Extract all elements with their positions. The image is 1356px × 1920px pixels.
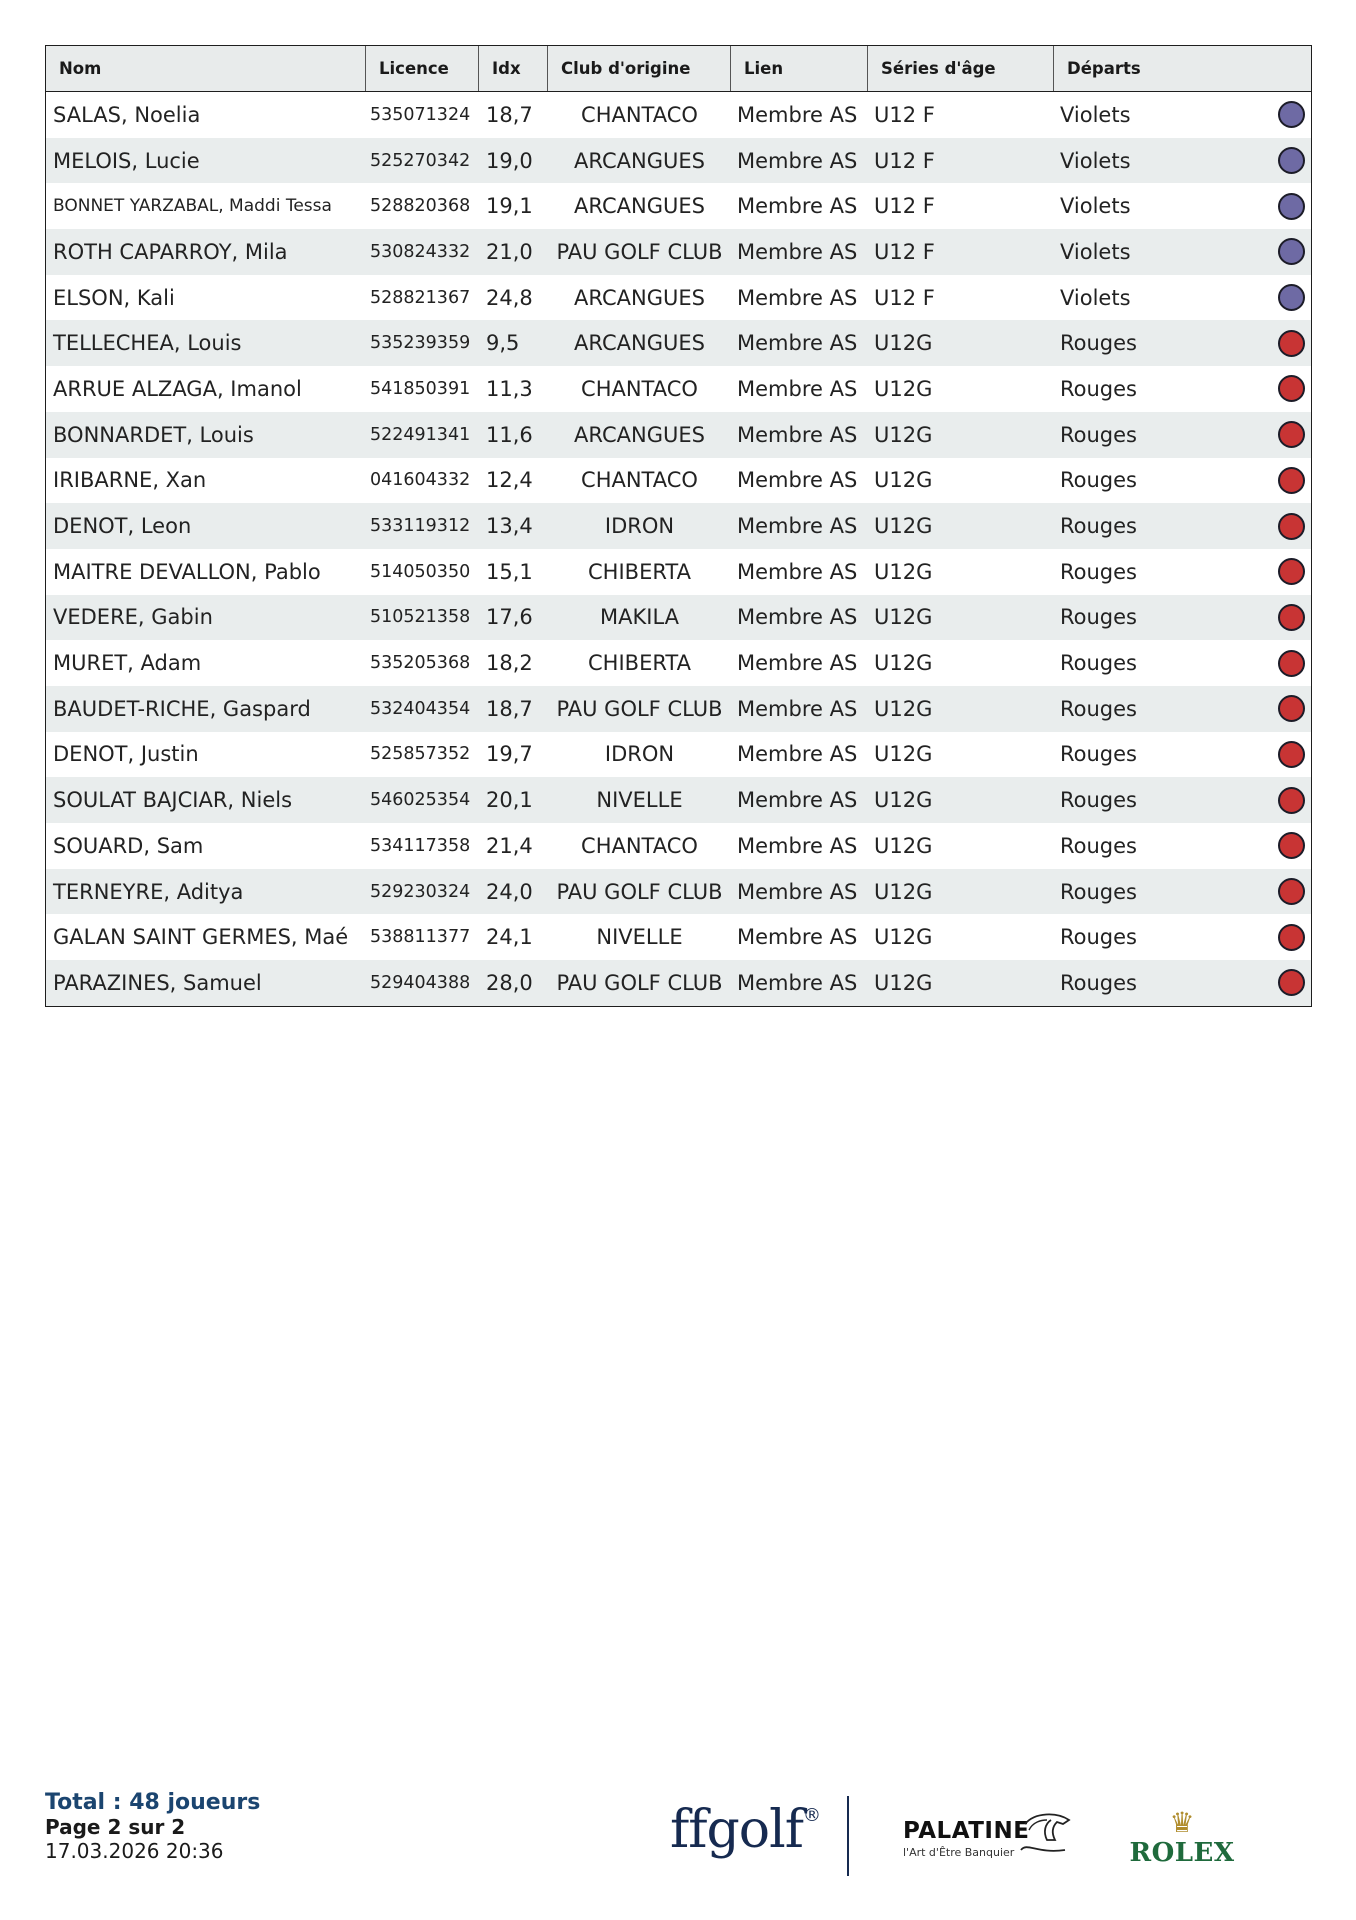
cell-club: CHANTACO [581, 102, 698, 127]
cell-club: MAKILA [600, 605, 679, 630]
cell-departs [1054, 960, 1311, 1006]
table-row [46, 458, 1311, 504]
cell-licence: 525270342 [370, 150, 471, 171]
cell-serie: U12G [874, 514, 933, 539]
timestamp: 17.03.2026 20:36 [45, 1839, 224, 1863]
departs-label: Violets [1060, 148, 1131, 173]
cell-lien: Membre AS [737, 239, 858, 264]
cell-lien: Membre AS [737, 102, 858, 127]
cell-departs [1054, 869, 1311, 915]
table-row [46, 640, 1311, 686]
cell-departs [1054, 412, 1311, 458]
cell-club: PAU GOLF CLUB [556, 696, 723, 721]
tee-color-dot-icon [1278, 558, 1305, 585]
cell-licence: 546025354 [370, 790, 471, 811]
cell-nom: DENOT, Justin [53, 742, 199, 767]
cell-licence: 528820368 [370, 196, 471, 217]
table-row [46, 320, 1311, 366]
cell-lien: Membre AS [737, 376, 858, 401]
cell-licence: 522491341 [370, 424, 471, 445]
cell-nom: ROTH CAPARROY, Mila [53, 239, 288, 264]
cell-lien: Membre AS [737, 879, 858, 904]
cell-licence: 529404388 [370, 972, 471, 993]
cell-serie: U12G [874, 970, 933, 995]
tee-color-dot-icon [1278, 924, 1305, 951]
logo-divider [847, 1796, 849, 1876]
cell-licence: 538811377 [370, 927, 471, 948]
cell-licence: 041604332 [370, 470, 471, 491]
tee-color-dot-icon [1278, 238, 1305, 265]
cell-licence: 529230324 [370, 881, 471, 902]
cell-club: PAU GOLF CLUB [556, 239, 723, 264]
header-idx: Idx [479, 46, 548, 91]
cell-club: ARCANGUES [574, 285, 705, 310]
table-row [46, 595, 1311, 641]
cell-nom: SALAS, Noelia [53, 102, 201, 127]
departs-label: Rouges [1060, 331, 1137, 356]
cell-licence: 510521358 [370, 607, 471, 628]
cell-idx: 18,7 [486, 696, 533, 721]
cell-departs [1054, 320, 1311, 366]
cell-club: ARCANGUES [574, 331, 705, 356]
departs-label: Rouges [1060, 879, 1137, 904]
ffgolf-wordmark: ffgolf [670, 1800, 803, 1860]
tee-color-dot-icon [1278, 101, 1305, 128]
table-row [46, 686, 1311, 732]
total-count: Total : 48 joueurs [45, 1790, 261, 1815]
departs-label: Violets [1060, 239, 1131, 264]
cell-departs [1054, 275, 1311, 321]
footer-info [45, 1790, 260, 1863]
cell-serie: U12 F [874, 285, 935, 310]
cell-club: NIVELLE [596, 925, 683, 950]
tee-color-dot-icon [1278, 741, 1305, 768]
departs-label: Rouges [1060, 605, 1137, 630]
cell-lien: Membre AS [737, 148, 858, 173]
palatine-logo [903, 1818, 1029, 1859]
cell-lien: Membre AS [737, 788, 858, 813]
cell-serie: U12 F [874, 194, 935, 219]
tee-color-dot-icon [1278, 695, 1305, 722]
cell-nom: GALAN SAINT GERMES, Maé [53, 925, 349, 950]
cell-nom: BONNET YARZABAL, Maddi Tessa [53, 196, 332, 217]
cell-licence: 528821367 [370, 287, 471, 308]
table-row [46, 960, 1311, 1006]
cell-departs [1054, 686, 1311, 732]
table-row [46, 92, 1311, 138]
departs-label: Rouges [1060, 422, 1137, 447]
cell-lien: Membre AS [737, 605, 858, 630]
cell-idx: 11,6 [486, 422, 533, 447]
cell-departs [1054, 229, 1311, 275]
cell-idx: 15,1 [486, 559, 533, 584]
cell-licence: 514050350 [370, 561, 471, 582]
cell-idx: 17,6 [486, 605, 533, 630]
departs-label: Rouges [1060, 970, 1137, 995]
cell-idx: 11,3 [486, 376, 533, 401]
cell-serie: U12G [874, 651, 933, 676]
cell-lien: Membre AS [737, 331, 858, 356]
cell-idx: 24,8 [486, 285, 533, 310]
tee-color-dot-icon [1278, 193, 1305, 220]
cell-nom: MURET, Adam [53, 651, 202, 676]
cell-club: ARCANGUES [574, 422, 705, 447]
cell-idx: 19,7 [486, 742, 533, 767]
cell-club: IDRON [604, 514, 675, 539]
cell-nom: ELSON, Kali [53, 285, 175, 310]
cell-departs [1054, 366, 1311, 412]
cell-lien: Membre AS [737, 925, 858, 950]
cell-nom: TERNEYRE, Aditya [53, 879, 244, 904]
cell-lien: Membre AS [737, 468, 858, 493]
cell-licence: 535239359 [370, 333, 471, 354]
table-row [46, 503, 1311, 549]
cell-licence: 535205368 [370, 653, 471, 674]
cell-serie: U12G [874, 833, 933, 858]
tee-color-dot-icon [1278, 421, 1305, 448]
cell-serie: U12G [874, 422, 933, 447]
cell-club: CHIBERTA [588, 651, 691, 676]
rooster-mark-icon: ® [802, 1804, 820, 1826]
cell-nom: MELOIS, Lucie [53, 148, 200, 173]
cell-departs [1054, 138, 1311, 184]
cell-licence: 533119312 [370, 516, 471, 537]
cell-club: IDRON [604, 742, 675, 767]
cell-idx: 24,0 [486, 879, 533, 904]
cell-idx: 9,5 [486, 331, 520, 356]
tee-color-dot-icon [1278, 604, 1305, 631]
header-lien: Lien [731, 46, 868, 91]
departs-label: Rouges [1060, 376, 1137, 401]
cell-nom: SOUARD, Sam [53, 833, 204, 858]
cell-serie: U12G [874, 742, 933, 767]
cell-serie: U12G [874, 788, 933, 813]
cell-lien: Membre AS [737, 514, 858, 539]
cell-idx: 18,2 [486, 651, 533, 676]
departs-label: Rouges [1060, 514, 1137, 539]
cell-serie: U12 F [874, 102, 935, 127]
cell-lien: Membre AS [737, 559, 858, 584]
tee-color-dot-icon [1278, 513, 1305, 540]
cell-serie: U12G [874, 376, 933, 401]
cell-nom: MAITRE DEVALLON, Pablo [53, 559, 321, 584]
tee-color-dot-icon [1278, 969, 1305, 996]
table-row [46, 777, 1311, 823]
cell-idx: 19,1 [486, 194, 533, 219]
cell-serie: U12 F [874, 148, 935, 173]
departs-label: Rouges [1060, 651, 1137, 676]
cell-idx: 19,0 [486, 148, 533, 173]
cell-departs [1054, 503, 1311, 549]
cell-nom: BONNARDET, Louis [53, 422, 254, 447]
cell-departs [1054, 823, 1311, 869]
tee-color-dot-icon [1278, 878, 1305, 905]
cell-serie: U12G [874, 879, 933, 904]
cell-serie: U12G [874, 468, 933, 493]
tee-color-dot-icon [1278, 650, 1305, 677]
cell-licence: 525857352 [370, 744, 471, 765]
cell-departs [1054, 777, 1311, 823]
departs-label: Rouges [1060, 559, 1137, 584]
cell-departs [1054, 92, 1311, 138]
cell-club: PAU GOLF CLUB [556, 879, 723, 904]
cell-lien: Membre AS [737, 696, 858, 721]
cell-idx: 21,0 [486, 239, 533, 264]
cell-lien: Membre AS [737, 970, 858, 995]
rolex-logo [1127, 1808, 1237, 1868]
cell-nom: DENOT, Leon [53, 514, 192, 539]
cell-departs [1054, 914, 1311, 960]
cell-serie: U12G [874, 559, 933, 584]
table-row [46, 229, 1311, 275]
departs-label: Violets [1060, 285, 1131, 310]
cell-nom: TELLECHEA, Louis [53, 331, 242, 356]
cell-nom: SOULAT BAJCIAR, Niels [53, 788, 293, 813]
cell-licence: 535071324 [370, 104, 471, 125]
table-row [46, 549, 1311, 595]
cell-club: CHANTACO [581, 833, 698, 858]
cell-nom: ARRUE ALZAGA, Imanol [53, 376, 302, 401]
rolex-wordmark: ROLEX [1129, 1838, 1235, 1868]
table-row [46, 914, 1311, 960]
cell-nom: VEDERE, Gabin [53, 605, 213, 630]
table-row [46, 412, 1311, 458]
palatine-tagline: l'Art d'Être Banquier [903, 1846, 1015, 1859]
cell-nom: IRIBARNE, Xan [53, 468, 207, 493]
cell-departs [1054, 595, 1311, 641]
header-nom: Nom [46, 46, 366, 91]
table-row [46, 869, 1311, 915]
cell-nom: PARAZINES, Samuel [53, 970, 262, 995]
departs-label: Violets [1060, 194, 1131, 219]
table-row [46, 138, 1311, 184]
page-indicator: Page 2 sur 2 [45, 1815, 186, 1839]
cell-club: PAU GOLF CLUB [556, 970, 723, 995]
cell-lien: Membre AS [737, 422, 858, 447]
cell-club: ARCANGUES [574, 148, 705, 173]
cell-lien: Membre AS [737, 285, 858, 310]
cell-departs [1054, 732, 1311, 778]
tee-color-dot-icon [1278, 787, 1305, 814]
palatine-wordmark: PALATINE [903, 1818, 1030, 1844]
table-body [46, 92, 1311, 1006]
cell-club: CHANTACO [581, 468, 698, 493]
departs-label: Rouges [1060, 788, 1137, 813]
ffgolf-logo [670, 1800, 820, 1860]
cell-club: CHANTACO [581, 376, 698, 401]
tee-color-dot-icon [1278, 284, 1305, 311]
table-row [46, 732, 1311, 778]
departs-label: Rouges [1060, 742, 1137, 767]
cell-serie: U12G [874, 696, 933, 721]
cell-idx: 28,0 [486, 970, 533, 995]
departs-label: Rouges [1060, 696, 1137, 721]
tee-color-dot-icon [1278, 330, 1305, 357]
table-header [46, 46, 1311, 92]
cell-departs [1054, 458, 1311, 504]
cell-idx: 12,4 [486, 468, 533, 493]
cell-serie: U12G [874, 605, 933, 630]
cell-lien: Membre AS [737, 194, 858, 219]
players-table [45, 45, 1312, 1007]
cell-licence: 530824332 [370, 241, 471, 262]
departs-label: Violets [1060, 102, 1131, 127]
tee-color-dot-icon [1278, 375, 1305, 402]
header-departs: Départs [1067, 59, 1141, 78]
cell-departs [1054, 640, 1311, 686]
cell-departs [1054, 549, 1311, 595]
cell-lien: Membre AS [737, 651, 858, 676]
cell-club: ARCANGUES [574, 194, 705, 219]
tee-color-dot-icon [1278, 147, 1305, 174]
crown-icon: ♛ [1169, 1806, 1195, 1839]
header-club: Club d'origine [548, 46, 731, 91]
cell-idx: 13,4 [486, 514, 533, 539]
cell-club: NIVELLE [596, 788, 683, 813]
table-row [46, 823, 1311, 869]
cell-club: CHIBERTA [588, 559, 691, 584]
cell-idx: 24,1 [486, 925, 533, 950]
cell-lien: Membre AS [737, 833, 858, 858]
tee-color-dot-icon [1278, 832, 1305, 859]
cell-idx: 18,7 [486, 102, 533, 127]
table-row [46, 183, 1311, 229]
cell-idx: 20,1 [486, 788, 533, 813]
cell-idx: 21,4 [486, 833, 533, 858]
cell-nom: BAUDET-RICHE, Gaspard [53, 696, 311, 721]
horse-head-icon [1017, 1810, 1073, 1856]
table-row [46, 366, 1311, 412]
cell-licence: 532404354 [370, 698, 471, 719]
cell-serie: U12 F [874, 239, 935, 264]
departs-label: Rouges [1060, 833, 1137, 858]
departs-label: Rouges [1060, 468, 1137, 493]
cell-licence: 541850391 [370, 378, 471, 399]
cell-lien: Membre AS [737, 742, 858, 767]
table-row [46, 275, 1311, 321]
header-serie: Séries d'âge [868, 46, 1054, 91]
cell-departs [1054, 183, 1311, 229]
cell-licence: 534117358 [370, 835, 471, 856]
tee-color-dot-icon [1278, 467, 1305, 494]
cell-serie: U12G [874, 925, 933, 950]
header-licence: Licence [366, 46, 479, 91]
cell-serie: U12G [874, 331, 933, 356]
departs-label: Rouges [1060, 925, 1137, 950]
